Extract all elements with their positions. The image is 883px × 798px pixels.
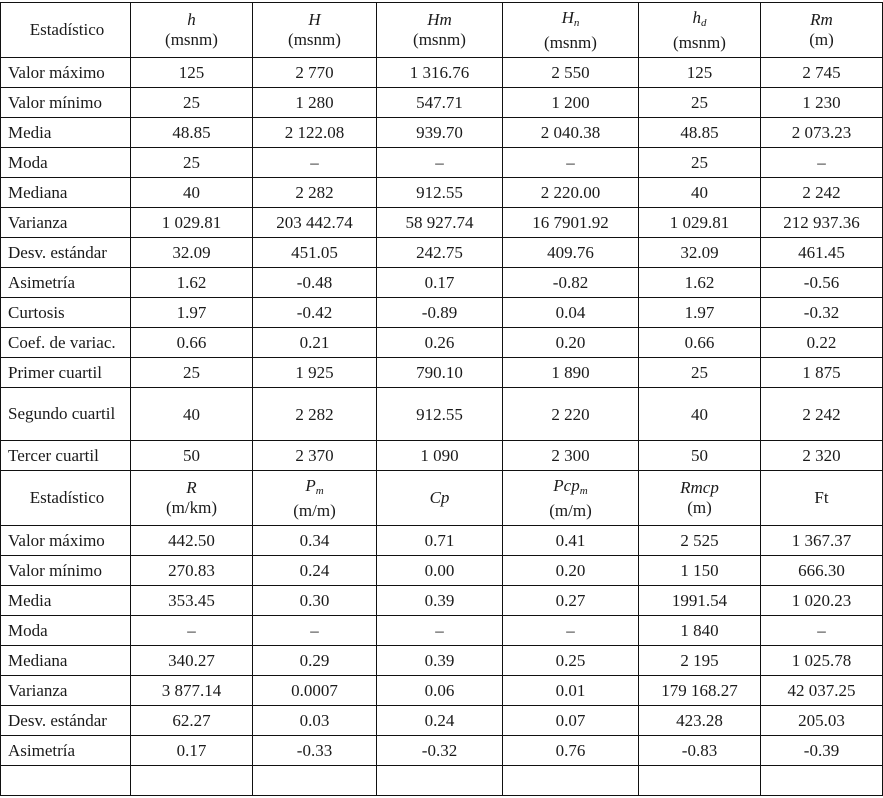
table-cell: 1 150 [639,556,761,586]
table-cell: 0.20 [503,328,639,358]
row-label: Curtosis [1,298,131,328]
table-cell: 50 [639,441,761,471]
table-cell: 212 937.36 [761,208,883,238]
table-row [1,238,883,268]
row-label: Segundo cuartil [1,388,131,441]
table-cell: – [253,148,377,178]
table-cell: 0.39 [377,646,503,676]
table-cell: 0.20 [503,556,639,586]
table-cell: 0.24 [253,556,377,586]
table-row [1,358,883,388]
table1-body [1,58,883,471]
header-H: H (msnm) [253,3,377,58]
table-cell: -0.48 [253,268,377,298]
table-row [1,616,883,646]
table-row [1,268,883,298]
table-cell: 451.05 [253,238,377,268]
table-cell: 912.55 [377,178,503,208]
row-label: Valor mínimo [1,88,131,118]
table-row [1,208,883,238]
table-cell: -0.42 [253,298,377,328]
table-cell: -0.82 [503,268,639,298]
table-cell: -0.32 [377,736,503,766]
table-row [1,178,883,208]
table-cell: 2 195 [639,646,761,676]
table-cell: 1 029.81 [131,208,253,238]
table-cell: 48.85 [131,118,253,148]
row-label: Asimetría [1,736,131,766]
table-cell: -0.32 [761,298,883,328]
header-Cp: Cp [377,471,503,526]
table-cell: 2 370 [253,441,377,471]
table-cell: 353.45 [131,586,253,616]
table-cell: – [131,616,253,646]
table-cell: -0.33 [253,736,377,766]
table-cell: 1 230 [761,88,883,118]
table-cell: 442.50 [131,526,253,556]
table-cell: 1 875 [761,358,883,388]
table-cell: 2 282 [253,388,377,441]
table-cell: 40 [131,388,253,441]
header-Ft: Ft [761,471,883,526]
table-cell: 40 [639,178,761,208]
table-cell: 666.30 [761,556,883,586]
table-cell: – [761,148,883,178]
table-row [1,736,883,766]
header-Pm: $P_m$ (m/m) [253,471,377,526]
table-cell: 1 840 [639,616,761,646]
row-label: Mediana [1,178,131,208]
table-cell: 25 [131,358,253,388]
table-cell: 0.00 [377,556,503,586]
table-row [1,646,883,676]
table-cell: 50 [131,441,253,471]
table-cell: 0.03 [253,706,377,736]
table-row [1,706,883,736]
table-row [1,298,883,328]
table-cell: 16 7901.92 [503,208,639,238]
table-cell: 0.76 [503,736,639,766]
table-cell: 1 316.76 [377,58,503,88]
row-label: Desv. estándar [1,238,131,268]
row-label: Mediana [1,646,131,676]
table-cell: 0.22 [761,328,883,358]
table-cell: 0.71 [377,526,503,556]
table-cell: 0.39 [377,586,503,616]
table-cell: 40 [131,178,253,208]
header-Hm: Hm (msnm) [377,3,503,58]
header-h: h (msnm) [131,3,253,58]
row-label: Tercer cuartil [1,441,131,471]
row-label: Primer cuartil [1,358,131,388]
table-cell: 0.0007 [253,676,377,706]
table-cell: 205.03 [761,706,883,736]
table-cell: – [253,616,377,646]
table-cell: 0.17 [131,736,253,766]
table-cell: 912.55 [377,388,503,441]
table-row [1,148,883,178]
header-Rmcp: Rmcp (m) [639,471,761,526]
table-cell: 1.62 [131,268,253,298]
table-cell: 2 122.08 [253,118,377,148]
table-cell: 1.62 [639,268,761,298]
table-cell: 40 [639,388,761,441]
table-cell: 0.04 [503,298,639,328]
table-cell: 2 282 [253,178,377,208]
table-cell: 32.09 [639,238,761,268]
table-cell: 58 927.74 [377,208,503,238]
row-label: Media [1,586,131,616]
table-cell: 2 073.23 [761,118,883,148]
row-label: Desv. estándar [1,706,131,736]
table-cell: 461.45 [761,238,883,268]
table-cell: 0.27 [503,586,639,616]
table-cell: 2 242 [761,388,883,441]
header-stat-label: Estadístico [1,471,131,526]
header-Rm: Rm (m) [761,3,883,58]
table2-body [1,526,883,766]
table-cell: 2 550 [503,58,639,88]
table-cell: 1 090 [377,441,503,471]
table-cell: 0.34 [253,526,377,556]
statistics-table [0,2,883,796]
table-cell: 0.41 [503,526,639,556]
table-cell: – [377,148,503,178]
header-R: R (m/km) [131,471,253,526]
table-cell: 0.29 [253,646,377,676]
table-cell: 0.01 [503,676,639,706]
table-row [1,118,883,148]
table-cell: 547.71 [377,88,503,118]
table-row [1,328,883,358]
row-label: Varianza [1,208,131,238]
row-label: Varianza [1,676,131,706]
table-cell: 0.66 [639,328,761,358]
table-cell: 1 200 [503,88,639,118]
table-row [1,526,883,556]
table-cell: 25 [639,88,761,118]
table-cell: 1 890 [503,358,639,388]
table-cell: 0.21 [253,328,377,358]
table-cell: 0.24 [377,706,503,736]
table-cell: 0.25 [503,646,639,676]
table-cell: 25 [639,148,761,178]
row-label: Asimetría [1,268,131,298]
table-row [1,441,883,471]
table-row [1,88,883,118]
row-label: Moda [1,616,131,646]
table-cell: 179 168.27 [639,676,761,706]
row-label: Valor mínimo [1,556,131,586]
table-cell: 1 025.78 [761,646,883,676]
table-cell: 2 220 [503,388,639,441]
table-cell: 125 [131,58,253,88]
table-cell: 1 029.81 [639,208,761,238]
table-cell: 2 040.38 [503,118,639,148]
table-cell: 48.85 [639,118,761,148]
table-cell: 409.76 [503,238,639,268]
table-cell: 340.27 [131,646,253,676]
header-stat-label: Estadístico [1,3,131,58]
table-cell: 1 367.37 [761,526,883,556]
table-cell: 242.75 [377,238,503,268]
table-cell: – [377,616,503,646]
header-Hn: $H_n$ (msnm) [503,3,639,58]
table-cell: 270.83 [131,556,253,586]
table-cell: 0.66 [131,328,253,358]
table-cell: 203 442.74 [253,208,377,238]
table-cell: 1.97 [639,298,761,328]
row-label: Moda [1,148,131,178]
table-row-partial [1,766,883,796]
header-hd: $h_d$ (msnm) [639,3,761,58]
table-cell: 2 745 [761,58,883,88]
table-cell: 0.30 [253,586,377,616]
table-cell: 790.10 [377,358,503,388]
table-cell: 2 320 [761,441,883,471]
row-label: Valor máximo [1,58,131,88]
table1-header-row [1,3,883,58]
table-cell: 125 [639,58,761,88]
table-cell: -0.39 [761,736,883,766]
table-cell: 25 [131,148,253,178]
table-cell: 2 525 [639,526,761,556]
table-cell: 2 220.00 [503,178,639,208]
table-cell: 0.07 [503,706,639,736]
table-cell: 25 [639,358,761,388]
table-cell: 2 300 [503,441,639,471]
table-cell: 2 770 [253,58,377,88]
table-cell: 1 925 [253,358,377,388]
table-cell: – [503,616,639,646]
row-label: Media [1,118,131,148]
table-cell: 0.17 [377,268,503,298]
table-cell: 1.97 [131,298,253,328]
table-cell: 1 020.23 [761,586,883,616]
table-row [1,58,883,88]
table-cell: – [761,616,883,646]
table-cell: 2 242 [761,178,883,208]
table-cell: 3 877.14 [131,676,253,706]
table-cell: 939.70 [377,118,503,148]
table-cell: -0.89 [377,298,503,328]
table-cell: 42 037.25 [761,676,883,706]
table-cell: 1 280 [253,88,377,118]
table-cell: -0.83 [639,736,761,766]
table-cell: – [503,148,639,178]
table-cell: 62.27 [131,706,253,736]
table-row [1,586,883,616]
header-Pcpm: Pcp$_m$ (m/m) [503,471,639,526]
table2-header-row [1,471,883,526]
table-cell: 32.09 [131,238,253,268]
table-cell: 0.26 [377,328,503,358]
row-label: Coef. de variac. [1,328,131,358]
table-row [1,388,883,441]
table-cell: 25 [131,88,253,118]
table-row [1,556,883,586]
table-row [1,676,883,706]
table-cell: 423.28 [639,706,761,736]
table-cell: 1991.54 [639,586,761,616]
table-cell: 0.06 [377,676,503,706]
table-cell: -0.56 [761,268,883,298]
row-label: Valor máximo [1,526,131,556]
